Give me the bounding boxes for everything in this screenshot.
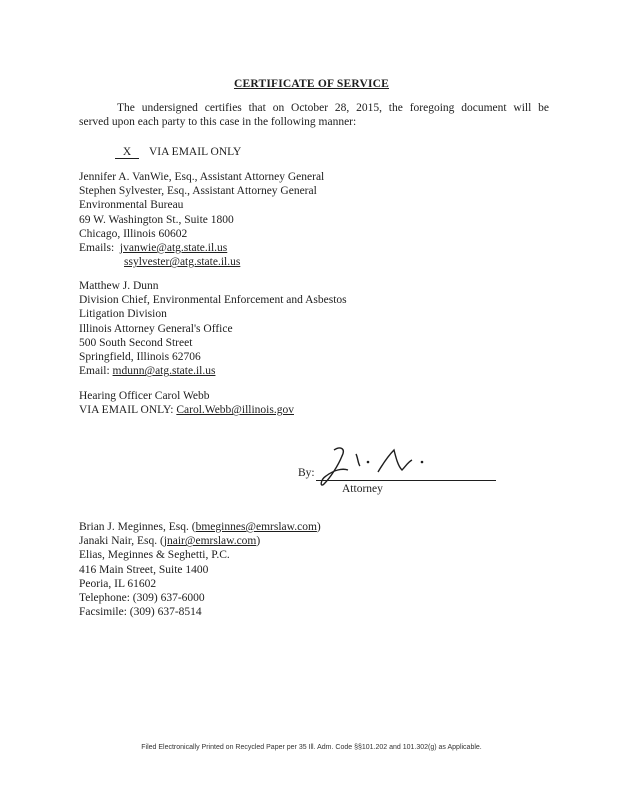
paren-close: ) [256,535,261,548]
counsel-name: Janaki Nair, Esq. ( [79,535,164,548]
party-2-line: Division Chief, Environmental Enforcement and Asbestos [79,294,347,307]
party-2-email-row [79,364,347,378]
party-2-line: Matthew J. Dunn [79,280,159,292]
counsel-name: Brian J. Meginnes, Esq. ( [79,521,196,533]
service-method-mark: X [115,146,139,159]
hearing-officer-email-row [79,403,294,417]
party-1-address-block [79,170,324,269]
email-label: Email: [79,365,110,378]
counsel-line: Elias, Meginnes & Seghetti, P.C. [79,549,230,562]
intro-line-2: served upon each party to this case in the following manner: [79,116,357,129]
party-1-line: Stephen Sylvester, Esq., Assistant Attorney General [79,185,317,198]
paren-close: ) [316,521,321,533]
counsel-line: Telephone: (309) 637-6000 [79,592,205,605]
email-link-jnair[interactable]: jnair@emrslaw.com [163,535,257,548]
party-1-line: Jennifer A. VanWie, Esq., Assistant Attorney General [79,171,325,183]
counsel-line: Peoria, IL 61602 [79,577,157,590]
party-2-line: Springfield, Illinois 62706 [79,351,201,364]
counsel-line: 416 Main Street, Suite 1400 [79,563,209,576]
party-1-email-row-2 [79,255,324,269]
handwritten-signature [316,440,476,490]
emails-label: Emails: [79,242,115,255]
counsel-line [79,534,321,548]
hearing-officer-block [79,389,294,417]
counsel-line: Facsimile: (309) 637-8514 [79,606,202,619]
intro-line-1: The undersigned certifies that on October 28, 2015, the foregoing document will be [117,102,549,114]
party-1-line: Chicago, Illinois 60602 [79,227,188,240]
email-link-carol-webb[interactable]: Carol.Webb@illinois.gov [176,404,294,417]
signature-line [316,480,496,481]
party-2-line: 500 South Second Street [79,336,193,349]
counsel-block [79,520,321,619]
certificate-title: CERTIFICATE OF SERVICE [233,78,390,90]
attorney-label: Attorney [342,483,383,495]
email-link-jvanwie[interactable]: jvanwie@atg.state.il.us [119,242,228,255]
party-1-emails-row [79,241,324,255]
party-1-line: 69 W. Washington St., Suite 1800 [79,213,234,226]
email-link-bmeginnes[interactable]: bmeginnes@emrslaw.com [195,521,317,533]
service-method [115,145,241,159]
hearing-officer-line: Hearing Officer Carol Webb [79,390,210,402]
counsel-line [79,520,321,534]
intro-paragraph [79,101,549,129]
hearing-email-prefix: VIA EMAIL ONLY: [79,404,174,417]
party-1-line: Environmental Bureau [79,199,184,212]
by-label: By: [298,467,315,479]
party-2-line: Illinois Attorney General's Office [79,322,233,335]
page-footer: Filed Electronically Printed on Recycled Paper per 35 Ill. Adm. Code §§101.202 and 101.302(g) as Applicable. [141,744,482,751]
email-link-ssylvester[interactable]: ssylvester@atg.state.il.us [124,256,241,269]
party-2-line: Litigation Division [79,308,167,321]
signature-block [298,440,478,500]
service-method-label: VIA EMAIL ONLY [149,146,242,158]
email-link-mdunn[interactable]: mdunn@atg.state.il.us [112,365,216,378]
party-2-address-block [79,279,347,378]
